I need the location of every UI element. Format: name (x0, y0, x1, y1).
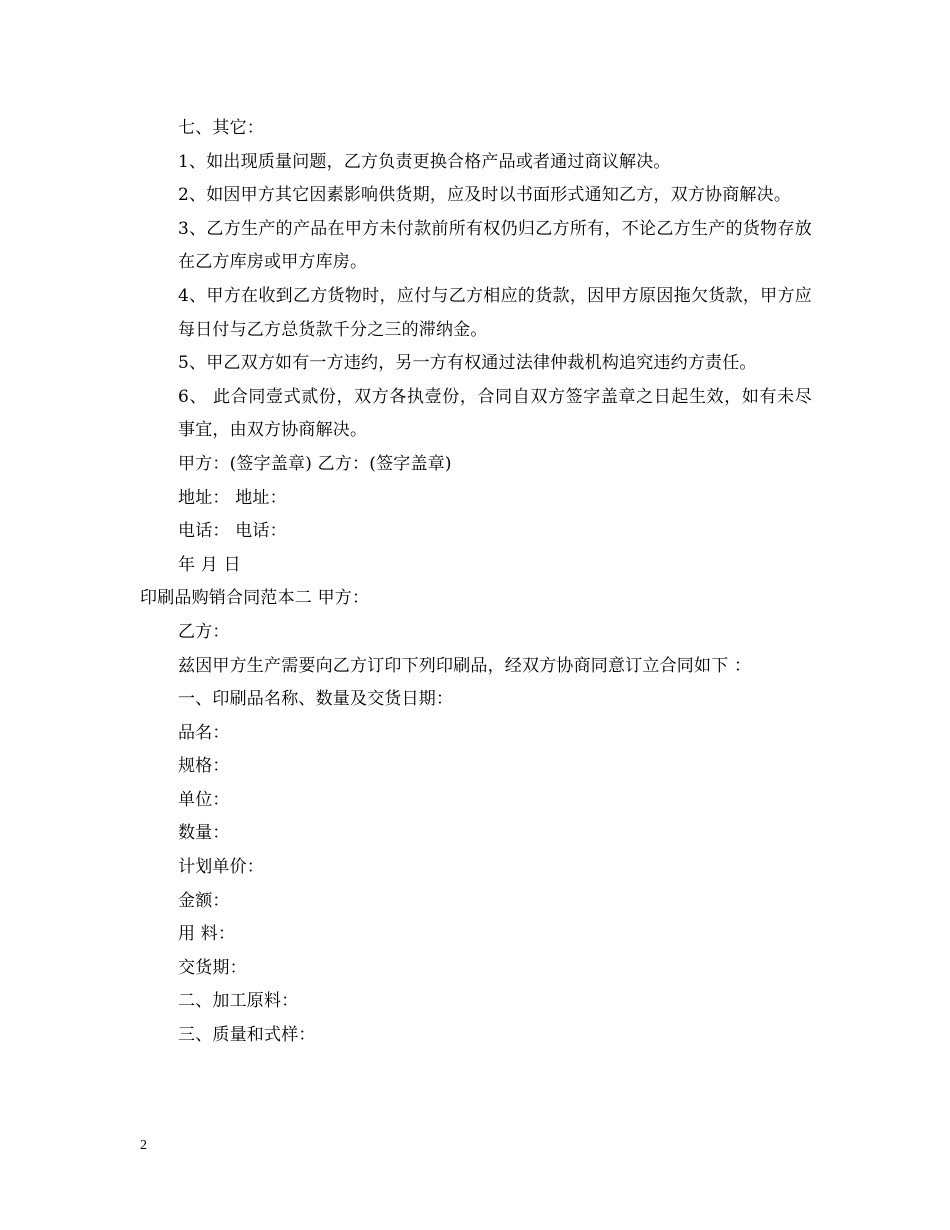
paragraph: 年 月 日 (178, 554, 241, 575)
paragraph: 印刷品购销合同范本二 甲方： (140, 588, 370, 609)
paragraph: 用 料： (178, 924, 236, 945)
paragraph: 1、如出现质量问题，乙方负责更换合格产品或者通过商议解决。 (178, 151, 671, 172)
paragraph: 地址： 地址： (178, 487, 287, 508)
paragraph: 甲方：(签字盖章) 乙方：(签字盖章) (178, 453, 452, 474)
paragraph: 交货期： (178, 957, 247, 978)
paragraph: 二、加工原料： (178, 991, 299, 1012)
paragraph: 七、其它： (178, 118, 264, 138)
paragraph: 6、 此合同壹式贰份，双方各执壹份，合同自双方签字盖章之日起生效，如有未尽事宜，由双方协商解决。 (178, 386, 812, 441)
document-body (140, 112, 812, 1053)
paragraph: 三、质量和式样： (178, 1025, 316, 1046)
paragraph: 品名： (178, 722, 230, 743)
paragraph: 金额： (178, 890, 230, 911)
paragraph: 数量： (178, 823, 230, 844)
paragraph: 规格： (178, 756, 230, 777)
paragraph: 计划单价： (178, 857, 264, 878)
paragraph: 电话： 电话： (178, 521, 287, 542)
page-number: 2 (140, 1138, 147, 1153)
paragraph: 2、如因甲方其它因素影响供货期，应及时以书面形式通知乙方，双方协商解决。 (178, 185, 792, 206)
paragraph: 单位： (178, 789, 230, 810)
paragraph: 4、甲方在收到乙方货物时，应付与乙方相应的货款，因甲方原因拖欠货款，甲方应每日付与乙方总货款千分之三的滞纳金。 (178, 285, 812, 340)
paragraph: 兹因甲方生产需要向乙方订印下列印刷品，经双方协商同意订立合同如下 ： (178, 655, 752, 676)
paragraph: 5、甲乙双方如有一方违约，另一方有权通过法律仲裁机构追究违约方责任。 (178, 353, 757, 374)
paragraph: 乙方： (178, 621, 230, 642)
paragraph: 一、印刷品名称、数量及交货日期： (178, 689, 454, 710)
paragraph: 3、乙方生产的产品在甲方未付款前所有权仍归乙方所有，不论乙方生产的货物存放在乙方库房或甲方库房。 (178, 218, 812, 273)
